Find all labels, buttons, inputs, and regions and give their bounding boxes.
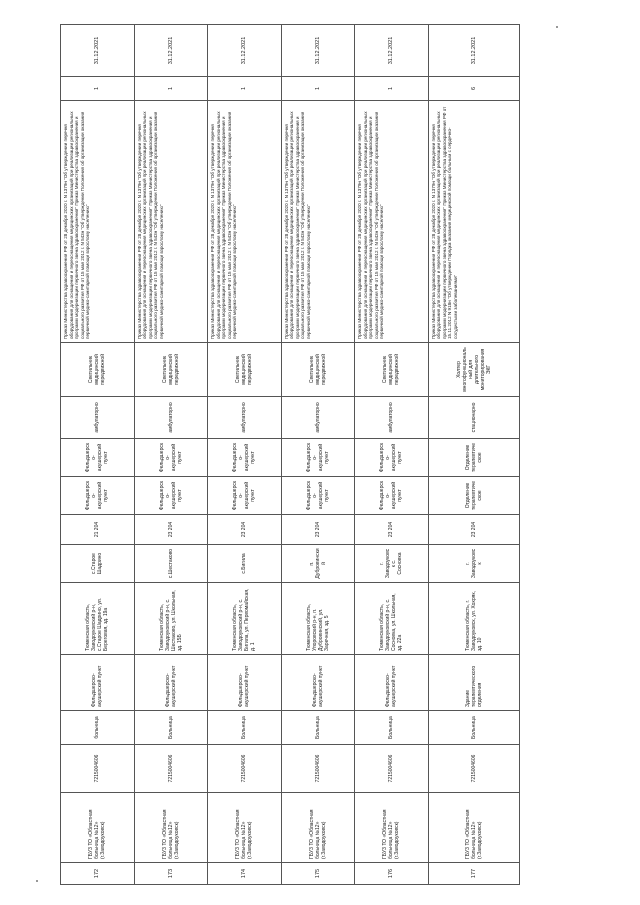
placement-subunit-cell: Отделение терапевтическое (428, 439, 520, 477)
table-row (355, 25, 429, 885)
placement-subunit-cell: Фельдшерско-акушерский пункт (134, 439, 208, 477)
regulatory-basis-cell: Приказ Министерства здравоохранения РФ от 28 декабря 2020 г. N 1379н "Об утверждении перечня оборудования для оснащения и переоснащения медицинских организаций при реализации региональных программ модернизации первичного звена здравоохранения" Приказ Министерства здравоохранения и социального развития РФ от 15 мая 2012 г. N 543н "Об утверждении Положения об организации оказания первичной медико-санитарной помощи взрослому населению" (355, 101, 429, 343)
address-cell: Тюменская область, Заводоуковский р-н, с. Сосновка, ул. Школьная, зд. 22а (355, 583, 429, 655)
inn-code-cell: 7215004606 (61, 745, 135, 793)
placement-subunit-cell: Фельдшерско-акушерский пункт (355, 439, 429, 477)
equipment-name-cell: Светильник медицинский передвижной (281, 343, 355, 397)
equipment-name-cell: Светильник медицинский передвижной (61, 343, 135, 397)
scan-speck (556, 26, 558, 28)
address-cell: Тюменская область, г. Заводоуковск, ул. Хохряк, зд. 10 (428, 583, 520, 655)
care-conditions-cell: амбулаторно (134, 397, 208, 439)
equipment-name-cell: Светильник медицинский передвижной (134, 343, 208, 397)
placement-unit-cell: Фельдшерско-акушерский пункт (355, 477, 429, 515)
due-date-cell: 31.12.2021 (61, 25, 135, 77)
care-conditions-cell: стационарно (428, 397, 520, 439)
institution-type-cell: Больница (134, 711, 208, 745)
inn-code-cell: 7215004606 (134, 745, 208, 793)
equipment-name-cell: Холтер многофункциональный для длительного мониторирования ЭКГ (428, 343, 520, 397)
placement-subunit-cell: Фельдшерско-акушерский пункт (281, 439, 355, 477)
equipment-count-cell: 1 (208, 77, 282, 101)
okato-code-cell: 21 204 (61, 515, 135, 545)
institution-type-cell: Больница (355, 711, 429, 745)
organization-name-cell: ГБУЗ ТО «Областная больница №12» (г.Заводоуковск) (61, 793, 135, 863)
organization-name-cell: ГБУЗ ТО «Областная больница №12» (г.Заводоуковск) (428, 793, 520, 863)
structural-unit-cell: Фельдшерско-акушерский пункт (355, 655, 429, 711)
care-conditions-cell: амбулаторно (61, 397, 135, 439)
equipment-count-cell: 1 (61, 77, 135, 101)
placement-unit-cell: Фельдшерско-акушерский пункт (134, 477, 208, 515)
due-date-cell: 31.12.2021 (208, 25, 282, 77)
organization-name-cell: ГБУЗ ТО «Областная больница №12» (г.Заводоуковск) (134, 793, 208, 863)
care-conditions-cell: амбулаторно (208, 397, 282, 439)
due-date-cell: 31.12.2021 (428, 25, 520, 77)
address-cell: Тюменская область, Заводоуковский р-н, с. Шестаково, ул. Школьная, зд. 15Б (134, 583, 208, 655)
structural-unit-cell: Фельдшерско-акушерский пункт (208, 655, 282, 711)
organization-name-cell: ГБУЗ ТО «Областная больница №12» (г.Заводоуковск) (281, 793, 355, 863)
institution-type-cell: больница (61, 711, 135, 745)
table-row (208, 25, 282, 885)
okato-code-cell: 23 204 (208, 515, 282, 545)
placement-unit-cell: Фельдшерско-акушерский пункт (208, 477, 282, 515)
equipment-count-cell: 1 (281, 77, 355, 101)
care-conditions-cell: амбулаторно (355, 397, 429, 439)
address-cell: Тюменская область, Упоровский р-н, п. Дубровинский, ул. Заречная, зд. 5 (281, 583, 355, 655)
table-row (134, 25, 208, 885)
regulatory-basis-cell: Приказ Министерства здравоохранения РФ от 28 декабря 2020 г. N 1379н "Об утверждении перечня оборудования для оснащения и переоснащения медицинских организаций при реализации региональных программ модернизации первичного звена здравоохранения" Приказ Министерства здравоохранения и социального развития РФ от 15 мая 2012 г. N 543н "Об утверждении Положения об организации оказания первичной медико-санитарной помощи взрослому населению" (208, 101, 282, 343)
inn-code-cell: 7215004606 (208, 745, 282, 793)
inn-code-cell: 7215004606 (428, 745, 520, 793)
structural-unit-cell: Фельдшерско-акушерский пункт (281, 655, 355, 711)
structural-unit-cell: Здание терапевтического отделения (428, 655, 520, 711)
inn-code-cell: 7215004606 (355, 745, 429, 793)
locality-cell: с.Бигила (208, 545, 282, 583)
institution-type-cell: Больница (208, 711, 282, 745)
row-number-cell: 175 (281, 863, 355, 885)
row-number-cell: 177 (428, 863, 520, 885)
locality-cell: с.Шестаково (134, 545, 208, 583)
equipment-count-cell: 1 (134, 77, 208, 101)
row-number-cell: 176 (355, 863, 429, 885)
locality-cell: п. Дубровинский (281, 545, 355, 583)
row-number-cell: 173 (134, 863, 208, 885)
organization-name-cell: ГБУЗ ТО «Областная больница №12» (г.Заводоуковск) (208, 793, 282, 863)
regulatory-basis-cell: Приказ Министерства здравоохранения РФ от 28 декабря 2020 г. N 1379н "Об утверждении перечня оборудования для оснащения и переоснащения медицинских организаций при реализации региональных программ модернизации первичного звена здравоохранения" Приказ Министерства здравоохранения и социального развития РФ от 15 мая 2012 г. N 543н "Об утверждении Положения об организации оказания первичной медико-санитарной помощи взрослому населению" (61, 101, 135, 343)
due-date-cell: 31.12.2021 (355, 25, 429, 77)
row-number-cell: 172 (61, 863, 135, 885)
address-cell: Тюменская область, Заводоуковский р-н, с.Старое Шадрино, ул. Береговая, зд. 19а (61, 583, 135, 655)
locality-cell: г. Заводоуковск с. Сосновка (355, 545, 429, 583)
table-row (428, 25, 520, 885)
equipment-table (60, 24, 520, 885)
okato-code-cell: 23 204 (355, 515, 429, 545)
structural-unit-cell: Фельдшерско-акушерский пункт (134, 655, 208, 711)
regulatory-basis-cell: Приказ Министерства здравоохранения РФ от 28 декабря 2020 г. N 1379н "Об утверждении перечня оборудования для оснащения и переоснащения медицинских организаций при реализации региональных программ модернизации первичного звена здравоохранения" Приказ Министерства здравоохранения РФ от 15.11.2012 N 918н "Об утверждении Порядка оказания медицинской помощи больным с сердечно-сосудистыми заболеваниями" (428, 101, 520, 343)
care-conditions-cell: амбулаторно (281, 397, 355, 439)
okato-code-cell: 23 204 (281, 515, 355, 545)
placement-unit-cell: Отделение терапевтическое (428, 477, 520, 515)
institution-type-cell: Больница (428, 711, 520, 745)
table-row (281, 25, 355, 885)
equipment-count-cell: 6 (428, 77, 520, 101)
regulatory-basis-cell: Приказ Министерства здравоохранения РФ от 28 декабря 2020 г. N 1379н "Об утверждении перечня оборудования для оснащения и переоснащения медицинских организаций при реализации региональных программ модернизации первичного звена здравоохранения" Приказ Министерства здравоохранения и социального развития РФ от 15 мая 2012 г. N 543н "Об утверждении Положения об организации оказания первичной медико-санитарной помощи взрослому населению" (134, 101, 208, 343)
rotated-table-stage (60, 25, 520, 885)
placement-unit-cell: Фельдшерско-акушерский пункт (281, 477, 355, 515)
okato-code-cell: 23 204 (428, 515, 520, 545)
institution-type-cell: Больница (281, 711, 355, 745)
okato-code-cell: 23 204 (134, 515, 208, 545)
table-row (61, 25, 135, 885)
regulatory-basis-cell: Приказ Министерства здравоохранения РФ от 28 декабря 2020 г. N 1379н "Об утверждении перечня оборудования для оснащения и переоснащения медицинских организаций при реализации региональных программ модернизации первичного звена здравоохранения" Приказ Министерства здравоохранения и социального развития РФ от 15 мая 2012 г. N 543н "Об утверждении Положения об организации оказания первичной медико-санитарной помощи взрослому населению" (281, 101, 355, 343)
inn-code-cell: 7215004606 (281, 745, 355, 793)
row-number-cell: 174 (208, 863, 282, 885)
address-cell: Тюменская область, Заводоуковский р-н, с. Бигила, ул. Первомайская, д. 1 (208, 583, 282, 655)
locality-cell: г. Заводоуковск (428, 545, 520, 583)
equipment-count-cell: 1 (355, 77, 429, 101)
organization-name-cell: ГБУЗ ТО «Областная больница №12» (г.Заводоуковск) (355, 793, 429, 863)
locality-cell: с.Старое Шадрино (61, 545, 135, 583)
equipment-name-cell: Светильник медицинский передвижной (208, 343, 282, 397)
scan-speck (36, 880, 38, 882)
placement-subunit-cell: Фельдшерско-акушерский пункт (208, 439, 282, 477)
structural-unit-cell: Фельдшерско-акушерский пункт (61, 655, 135, 711)
placement-unit-cell: Фельдшерско-акушерский пункт (61, 477, 135, 515)
due-date-cell: 31.12.2021 (281, 25, 355, 77)
due-date-cell: 31.12.2021 (134, 25, 208, 77)
placement-subunit-cell: Фельдшерско-акушерский пункт (61, 439, 135, 477)
equipment-name-cell: Светильник медицинский передвижной (355, 343, 429, 397)
